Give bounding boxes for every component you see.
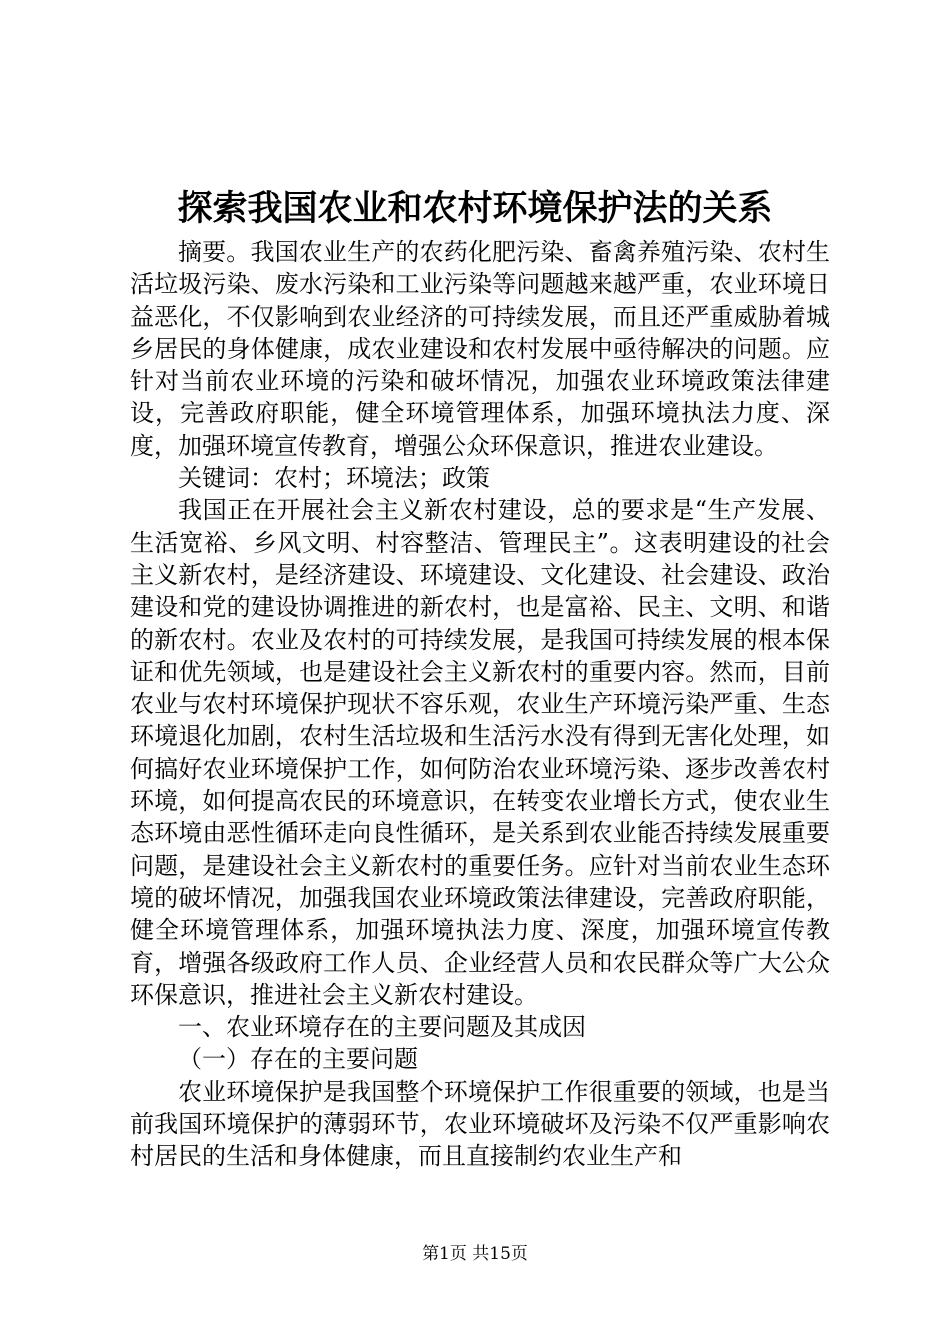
abstract-paragraph: 摘要。我国农业生产的农药化肥污染、畜禽养殖污染、农村生活垃圾污染、废水污染和工业污染等问题越来越严重，农业环境日益恶化，不仅影响到农业经济的可持续发展，而且还严重威胁着城乡居民的身体健康，成农业建设和农村发展中亟待解决的问题。应针对当前农业环境的污染和破坏情况，加强农业环境政策法律建设，完善政府职能，健全环境管理体系，加强环境执法力度、深度，加强环境宣传教育，增强公众环保意识，推进农业建设。 (130, 238, 830, 460)
body-paragraph: 农业环境保护是我国整个环境保护工作很重要的领域，也是当前我国环境保护的薄弱环节，农业环境破坏及污染不仅严重影响农村居民的生活和身体健康，而且直接制约农业生产和 (130, 1077, 830, 1171)
keywords-paragraph: 关键词：农村；环境法；政策 (178, 464, 490, 493)
document-title: 探索我国农业和农村环境保护法的关系 (177, 188, 773, 229)
document-body (130, 236, 830, 1173)
page-number: 第1页 共15页 (422, 1244, 528, 1264)
intro-paragraph: 我国正在开展社会主义新农村建设，总的要求是“生产发展、生活宽裕、乡风文明、村容整洁、管理民主”。这表明建设的社会主义新农村，是经济建设、环境建设、文化建设、社会建设、政治建设和党的建设协调推进的新农村，也是富裕、民主、文明、和谐的新农村。农业及农村的可持续发展，是我国可持续发展的根本保证和优先领域，也是建设社会主义新农村的重要内容。然而，目前农业与农村环境保护现状不容乐观，农业生产环境污染严重、生态环境退化加剧，农村生活垃圾和生活污水没有得到无害化处理，如何搞好农业环境保护工作，如何防治农业环境污染、逐步改善农村环境，如何提高农民的环境意识，在转变农业增长方式，使农业生态环境由恶性循环走向良性循环，是关系到农业能否持续发展重要问题，是建设社会主义新农村的重要任务。应针对当前农业生态环境的破坏情况，加强我国农业环境政策法律建设，完善政府职能，健全环境管理体系，加强环境执法力度、深度，加强环境宣传教育，增强各级政府工作人员、企业经营人员和农民群众等广大公众环保意识，推进社会主义新农村建设。 (130, 496, 830, 1009)
subsection-heading: （一）存在的主要问题 (178, 1045, 418, 1074)
section-heading: 一、农业环境存在的主要问题及其成因 (178, 1013, 586, 1042)
